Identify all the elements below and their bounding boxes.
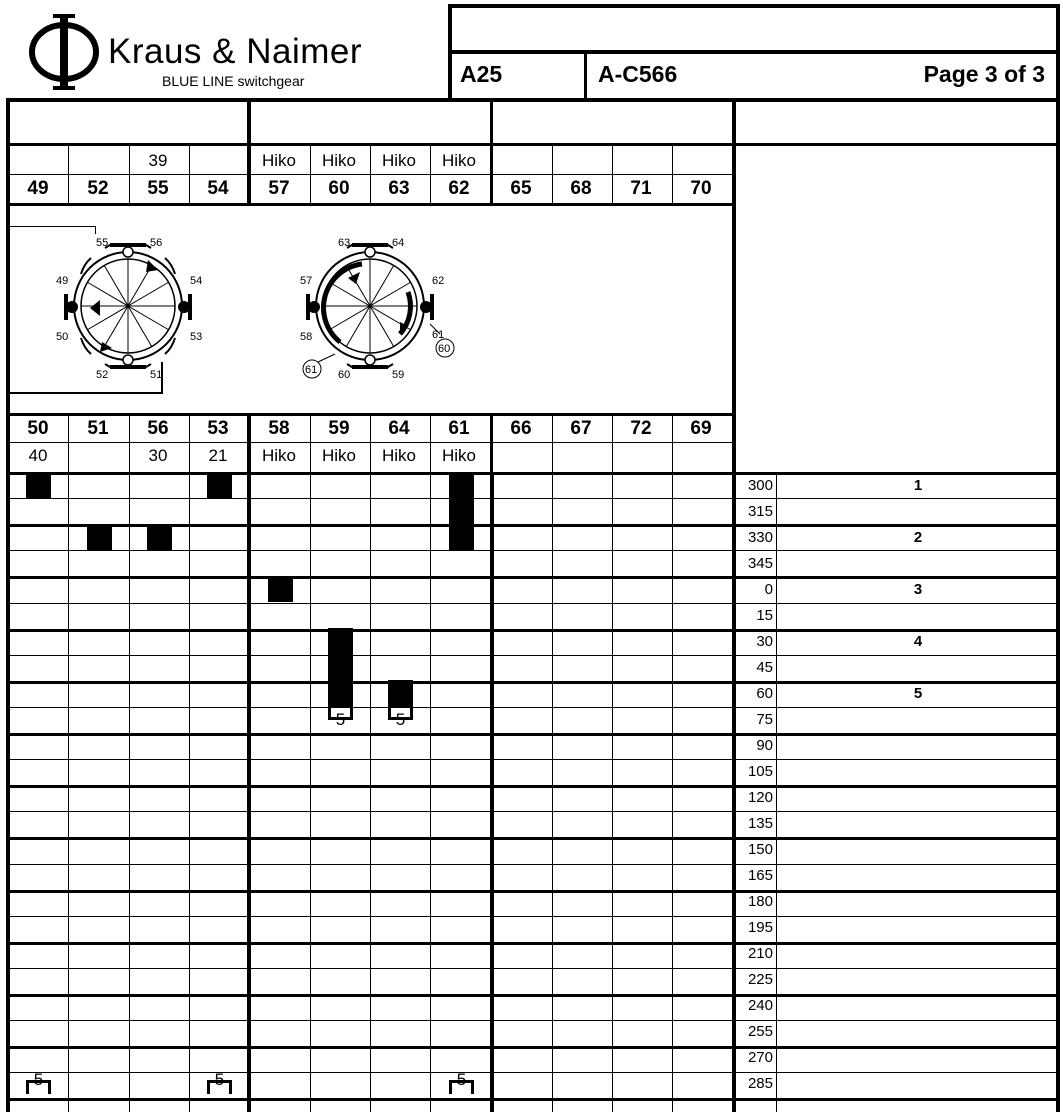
table-col-rule: [612, 472, 613, 1112]
diagram-terminal: 54: [190, 275, 203, 287]
contact-closed: [268, 576, 293, 602]
terminal-label: Hiko: [261, 151, 296, 170]
table-col-rule: [370, 472, 371, 1112]
model-code: A-C566: [598, 61, 678, 87]
diagram-terminal: 52: [96, 369, 109, 380]
angle-cell: 270: [747, 1049, 773, 1066]
diagram-terminal: 59: [392, 369, 405, 380]
terminal-number: 58: [268, 418, 290, 439]
angle-cell: 180: [747, 893, 773, 910]
angle-cell: 345: [747, 555, 773, 572]
terminal-number: 56: [147, 418, 169, 439]
table-col-rule: [129, 472, 130, 1112]
terminal-number: 49: [27, 178, 49, 199]
stub-label: 5: [33, 1070, 44, 1089]
diagram-terminal: 62: [432, 275, 445, 287]
terminal-label: 30: [148, 446, 168, 465]
position-column: [776, 472, 1056, 1100]
terminal-number: 52: [87, 178, 109, 199]
angle-cell: 90: [756, 737, 773, 754]
terminal-number: 61: [448, 418, 470, 439]
diagram-terminal: 49: [56, 275, 69, 287]
terminal-number: 69: [690, 418, 712, 439]
terminal-number: 67: [570, 418, 592, 439]
terminal-number: 51: [87, 418, 109, 439]
angle-column: [734, 472, 776, 1100]
angle-cell: 255: [747, 1023, 773, 1040]
angle-cell: 30: [756, 633, 773, 650]
terminal-label: 39: [148, 151, 168, 170]
terminal-label: Hiko: [321, 151, 356, 170]
position-cell: 4: [913, 633, 923, 650]
angle-cell: 150: [747, 841, 773, 858]
terminal-number: 66: [510, 418, 532, 439]
terminal-label: Hiko: [321, 446, 356, 465]
contact-closed: [449, 474, 474, 550]
terminal-label: Hiko: [381, 446, 416, 465]
stub-label: 5: [214, 1070, 225, 1089]
terminal-label: Hiko: [441, 151, 476, 170]
terminal-label: 40: [28, 446, 48, 465]
table-col-rule: [430, 472, 431, 1112]
table-col-rule: [189, 472, 190, 1112]
angle-cell: 225: [747, 971, 773, 988]
contact-closed: [147, 524, 172, 550]
diagram-terminal: 55: [96, 237, 109, 249]
terminal-number: 54: [207, 178, 229, 199]
angle-cell: 285: [747, 1075, 773, 1092]
stub-label: 5: [335, 710, 346, 729]
angle-cell: 60: [756, 685, 773, 702]
angle-cell: 45: [756, 659, 773, 676]
terminal-number: 53: [207, 418, 229, 439]
table-col-rule: [310, 472, 311, 1112]
angle-cell: 15: [756, 607, 773, 624]
angle-cell: 105: [747, 763, 773, 780]
table-col-rule-thick: [490, 472, 494, 1112]
contact-closed: [207, 474, 232, 498]
terminal-number: 71: [630, 178, 652, 199]
angle-cell: 120: [747, 789, 773, 806]
angle-cell: 75: [756, 711, 773, 728]
stub-label: 5: [456, 1070, 467, 1089]
diagram-terminal: 57: [300, 275, 313, 287]
terminal-number: 62: [448, 178, 470, 199]
angle-cell: 210: [747, 945, 773, 962]
stub-label: 5: [395, 710, 406, 729]
contact-closed: [26, 474, 51, 498]
angle-cell: 300: [747, 477, 773, 494]
terminal-number: 68: [570, 178, 592, 199]
terminal-number: 65: [510, 178, 532, 199]
terminal-number: 63: [388, 178, 410, 199]
angle-cell: 165: [747, 867, 773, 884]
series-code: A25: [460, 61, 503, 87]
terminal-number: 64: [388, 418, 410, 439]
terminal-number: 60: [328, 178, 350, 199]
contact-closed: [87, 524, 112, 550]
diagram-terminal: 63: [338, 237, 351, 249]
terminal-number: 50: [27, 418, 49, 439]
diagram-terminal: 58: [300, 331, 313, 343]
table-col-rule: [672, 472, 673, 1112]
diagram-terminal: 60: [338, 369, 351, 380]
diagram-terminal: 53: [190, 331, 203, 343]
angle-cell: 240: [747, 997, 773, 1014]
angle-cell: 315: [747, 503, 773, 520]
terminal-number: 72: [630, 418, 652, 439]
terminal-number: 55: [147, 178, 169, 199]
terminal-label: Hiko: [381, 151, 416, 170]
angle-cell: 330: [747, 529, 773, 546]
brand-name: Kraus & Naimer: [108, 32, 363, 71]
position-cell: 2: [913, 529, 923, 546]
brand-tagline: BLUE LINE switchgear: [162, 73, 305, 89]
position-cell: 3: [913, 581, 923, 598]
angle-cell: 135: [747, 815, 773, 832]
terminal-label: Hiko: [261, 446, 296, 465]
contact-stub: [26, 1080, 51, 1094]
diagram-terminal: 64: [392, 237, 405, 249]
diagram-terminal: 50: [56, 331, 69, 343]
table-col-rule: [552, 472, 553, 1112]
page-indicator: Page 3 of 3: [923, 61, 1045, 87]
position-cell: 1: [913, 477, 923, 494]
terminal-number: 70: [690, 178, 712, 199]
position-cell: 5: [913, 685, 923, 702]
contact-stub: [207, 1080, 232, 1094]
terminal-number: 57: [268, 178, 290, 199]
terminal-number: 59: [328, 418, 350, 439]
diagram-terminal: 51: [150, 369, 163, 380]
contact-stub: [449, 1080, 474, 1094]
angle-cell: 195: [747, 919, 773, 936]
diagram-terminal: 56: [150, 237, 163, 249]
contact-closed: [328, 628, 353, 708]
terminal-label: 21: [208, 446, 228, 465]
table-col-rule: [68, 472, 69, 1112]
diagram-terminal: 61: [432, 329, 445, 341]
diagram-terminal-circled: 60: [438, 343, 451, 355]
table-col-rule-thick: [247, 472, 251, 1112]
diagram-terminal-circled: 61: [305, 364, 318, 376]
angle-cell: 0: [764, 581, 773, 598]
terminal-label: Hiko: [441, 446, 476, 465]
